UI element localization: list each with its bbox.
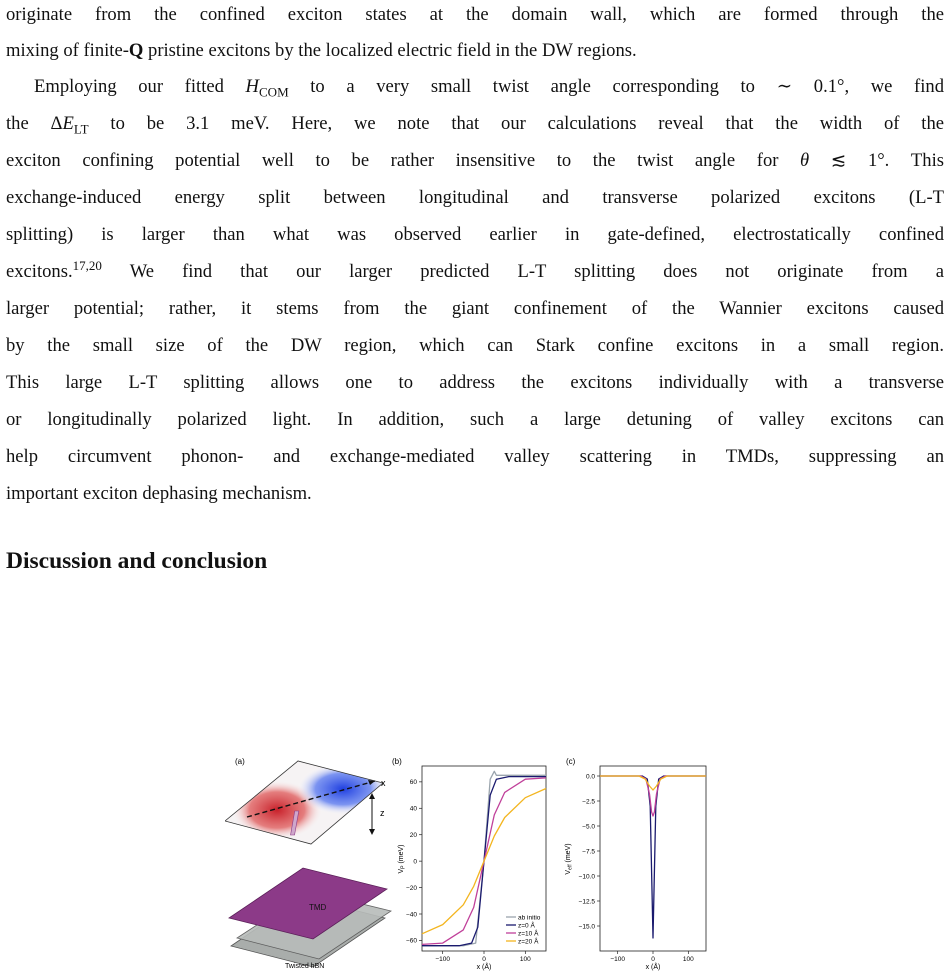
panel-b-legend-label: z=20 Å xyxy=(518,938,539,946)
panel-b-ytick-label: −60 xyxy=(405,937,417,945)
panel-c-series-line-1 xyxy=(600,776,706,816)
panel-c-ytick-label: −7.5 xyxy=(582,848,595,856)
figure-svg xyxy=(225,753,720,971)
tmd-label: TMD xyxy=(309,903,327,912)
panel-b-legend-label: ab initio xyxy=(518,914,541,922)
text-line: exchange-induced energy split between longitudinal and transverse polarized excitons (L-T xyxy=(6,187,944,208)
section-heading: Discussion and conclusion xyxy=(6,548,268,574)
ylabel-c: $V_{eff}$ (meV) xyxy=(565,843,574,875)
panel-c xyxy=(565,757,706,971)
panel-c-ytick-label: −2.5 xyxy=(582,798,595,806)
panel-c-ytick-label: −15.0 xyxy=(578,923,595,931)
panel-c-xtick-label: 0 xyxy=(651,956,655,963)
ticks-c xyxy=(579,773,695,963)
panel-b-legend-label: z=0 Å xyxy=(518,922,535,930)
panel-c-xtick-label: −100 xyxy=(610,956,625,963)
text-line: originate from the confined exciton states at the domain wall, which are formed through the xyxy=(6,4,944,25)
panel-c-ytick-label: −10.0 xyxy=(578,873,595,881)
text-line: help circumvent phonon- and exchange-mediated valley scattering in TMDs, suppressing an xyxy=(6,446,944,467)
panel-b-ytick-label: 20 xyxy=(409,832,417,840)
text-line: splitting) is larger than what was observed earlier in gate-defined, electrostatically confined xyxy=(6,224,944,245)
text-line: exciton confining potential well to be rather insensitive to the twist angle for θ ≲ 1°. This xyxy=(6,150,944,171)
panel-a-label: (a) xyxy=(235,757,245,766)
panel-c-series-line-0 xyxy=(600,776,706,938)
panel-c-series-line-2 xyxy=(600,776,706,790)
potential-surface xyxy=(225,753,395,853)
panel-b-series-line-3 xyxy=(422,789,546,934)
panel-b-ytick-label: 40 xyxy=(409,805,417,813)
series-c xyxy=(600,776,706,938)
text-line: larger potential; rather, it stems from the giant confinement of the Wannier excitons caused xyxy=(6,298,944,319)
text-line: mixing of finite-Q pristine excitons by the localized electric field in the DW regions. xyxy=(6,40,637,61)
axis-z-label: z xyxy=(380,808,385,818)
panel-b-label: (b) xyxy=(392,757,402,766)
figure xyxy=(225,753,720,971)
legend-b xyxy=(506,914,541,945)
text-line: important exciton dephasing mechanism. xyxy=(6,483,312,504)
panel-c-ytick-label: −5.0 xyxy=(582,823,595,831)
axis-x-label: x xyxy=(381,778,386,788)
text-line: the $\Delta E_{LT}$ to be 3.1 meV. Here, we note that our calculations reveal that the width of the xyxy=(6,113,945,137)
ylabel-b: $V_P$ (meV) xyxy=(398,844,407,874)
panel-b-legend-label: z=10 Å xyxy=(518,930,539,938)
panel-c-label: (c) xyxy=(566,757,576,766)
hbn-label: Twisted hBN xyxy=(285,963,325,970)
text-line: Employing our fitted $H_{COM}$ to a very small twist angle corresponding to ∼ 0.1°, we find xyxy=(34,76,944,100)
panel-b-xtick-label: 100 xyxy=(519,956,531,963)
panel-b-ytick-label: −20 xyxy=(405,884,417,892)
panel-b-ytick-label: 0 xyxy=(413,858,417,866)
panel-c-ytick-label: 0.0 xyxy=(585,773,595,781)
panel-b-ytick-label: 60 xyxy=(409,779,417,787)
panel-b xyxy=(392,757,546,971)
text-line: by the small size of the DW region, which can Stark confine excitons in a small region. xyxy=(6,335,944,356)
panel-b-xtick-label: −100 xyxy=(435,956,450,963)
xlabel-b: x (Å) xyxy=(476,964,492,971)
panel-b-xtick-label: 0 xyxy=(482,956,486,963)
text-line: or longitudinally polarized light. In addition, such a large detuning of valley excitons can xyxy=(6,409,944,430)
text-line: This large L-T splitting allows one to address the excitons individually with a transverse xyxy=(6,372,944,393)
panel-a xyxy=(225,753,395,970)
xlabel-c: x (Å) xyxy=(645,964,661,971)
ticks-b xyxy=(406,779,531,963)
panel-c-ytick-label: −12.5 xyxy=(578,898,595,906)
panel-b-ytick-label: −40 xyxy=(405,911,417,919)
text-line: excitons.$^{17,20}$ We find that our larger predicted L-T splitting does not originate from a xyxy=(6,257,944,282)
panel-c-xtick-label: 100 xyxy=(682,956,694,963)
